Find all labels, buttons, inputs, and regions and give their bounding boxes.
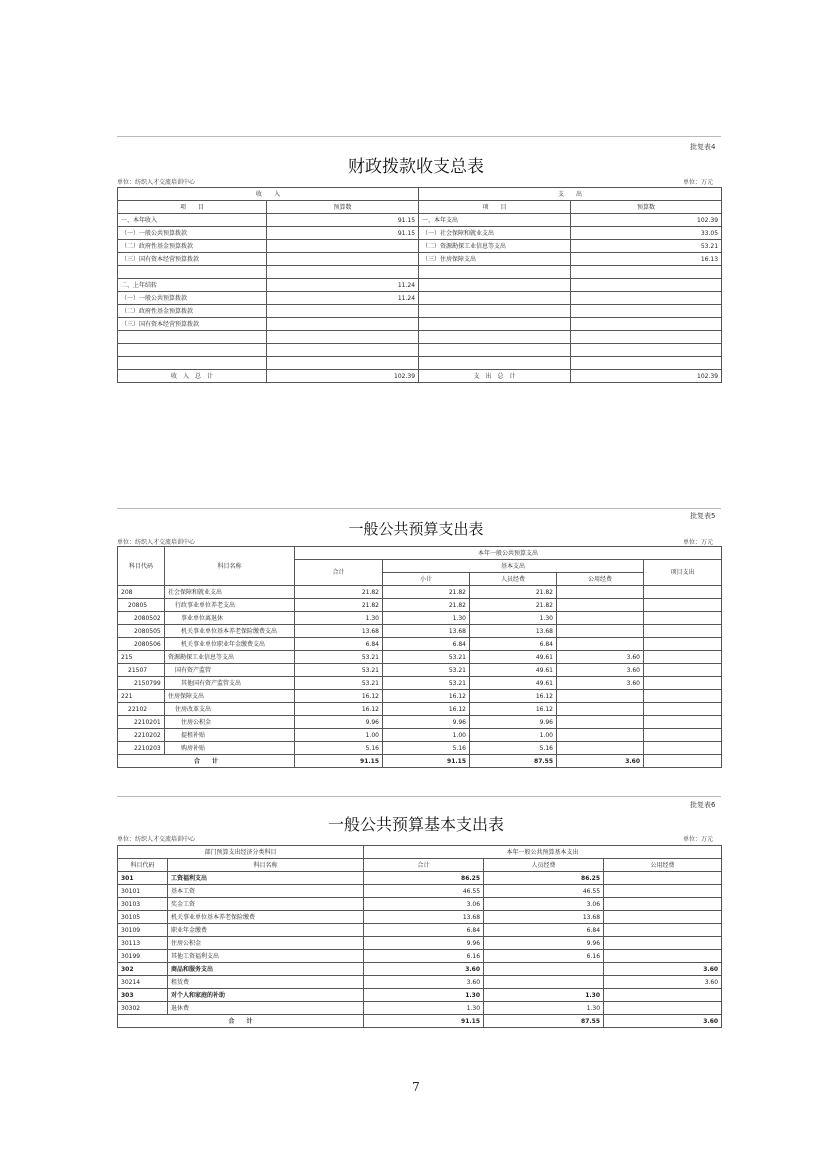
t1-expense-value: 53.21	[571, 240, 722, 253]
t2-name: 住房保障支出	[165, 690, 295, 703]
t3-unit-left: 单位：纺织人才交流培训中心	[117, 836, 196, 843]
t2-value: 1.00	[295, 729, 383, 742]
t2-name: 机关事业单位基本养老保险缴费支出	[165, 625, 295, 638]
page-number: 7	[412, 1080, 420, 1094]
t1-income-value: 91.15	[267, 227, 419, 240]
t2-value: 16.12	[383, 690, 470, 703]
t1-title: 财政拨款收支总表	[348, 157, 484, 177]
t1-total-in-label: 收 入 总 计	[118, 370, 267, 383]
t3-total-cell: 91.15	[364, 1015, 484, 1028]
t2-value	[557, 638, 644, 651]
t2-name: 提租补贴	[165, 729, 295, 742]
t1-income-item	[118, 266, 267, 279]
t2-value	[644, 677, 722, 690]
t3-value: 9.96	[484, 937, 604, 950]
t2-code: 21507	[118, 664, 165, 677]
t2-value	[557, 612, 644, 625]
table-row	[118, 227, 722, 240]
table-row	[118, 885, 722, 898]
t2-value: 16.12	[295, 703, 383, 716]
t3-name: 机关事业单位基本养老保险缴费	[168, 911, 364, 924]
table-row	[118, 638, 722, 651]
table-row	[118, 664, 722, 677]
t3-value: 3.06	[484, 898, 604, 911]
table-row	[118, 742, 722, 755]
t3-h-total: 合计	[364, 859, 484, 872]
t2-value: 13.68	[383, 625, 470, 638]
t3-value: 6.16	[484, 950, 604, 963]
t3-value: 1.30	[364, 1002, 484, 1015]
t2-total-cell: 91.15	[295, 755, 383, 768]
t3-value: 3.60	[364, 963, 484, 976]
t3-value: 3.60	[364, 976, 484, 989]
table-row	[118, 240, 722, 253]
t3-value: 86.25	[484, 872, 604, 885]
t3-value: 46.55	[484, 885, 604, 898]
t3-name: 奖金工资	[168, 898, 364, 911]
t3-value	[604, 885, 722, 898]
t1-expense-value	[571, 344, 722, 357]
t1-income-item: （二）政府性基金预算拨款	[118, 240, 267, 253]
t3-value: 3.60	[604, 963, 722, 976]
t1-total-out-label: 支 出 总 计	[419, 370, 571, 383]
t1-income-item: 二、上年结转	[118, 279, 267, 292]
t2-value: 16.12	[295, 690, 383, 703]
t1-income-item: （一）一般公共预算拨款	[118, 292, 267, 305]
t2-total-cell: 3.60	[557, 755, 644, 768]
t3-value	[604, 898, 722, 911]
t2-table	[117, 546, 722, 768]
t2-value: 49.61	[470, 664, 557, 677]
t2-value	[557, 599, 644, 612]
t2-name: 资源勘探工业信息等支出	[165, 651, 295, 664]
t3-h-group-right: 本年一般公共预算基本支出	[364, 846, 722, 859]
t2-unit-left: 单位：纺织人才交流培训中心	[117, 539, 196, 546]
t1-expense-item: 一、本年支出	[419, 214, 571, 227]
t3-value	[604, 989, 722, 1002]
t2-h-public: 公用经费	[557, 573, 644, 586]
t3-title: 一般公共预算基本支出表	[327, 815, 504, 834]
table-row	[118, 292, 722, 305]
t1-income-item: 一、本年收入	[118, 214, 267, 227]
t2-value	[557, 742, 644, 755]
t1-head-expense: 支 出	[419, 188, 722, 201]
t3-value	[604, 950, 722, 963]
t2-tag: 批复表5	[690, 512, 716, 520]
t3-code: 302	[118, 963, 168, 976]
t2-code: 221	[118, 690, 165, 703]
t3-code: 30105	[118, 911, 168, 924]
t2-value: 16.12	[470, 690, 557, 703]
t3-value	[484, 963, 604, 976]
t3-name: 商品和服务支出	[168, 963, 364, 976]
table-row	[118, 677, 722, 690]
t3-value	[604, 924, 722, 937]
t2-value	[557, 729, 644, 742]
t3-code: 301	[118, 872, 168, 885]
t3-value: 6.84	[484, 924, 604, 937]
t1-expense-item	[419, 318, 571, 331]
t3-value: 1.30	[364, 989, 484, 1002]
t3-value: 1.30	[484, 989, 604, 1002]
t1-income-item: （三）国有资本经营预算拨款	[118, 253, 267, 266]
t3-code: 30199	[118, 950, 168, 963]
t3-value	[604, 872, 722, 885]
t1-income-value	[267, 253, 419, 266]
t3-value	[604, 911, 722, 924]
t2-value: 3.60	[557, 651, 644, 664]
t2-value: 49.61	[470, 677, 557, 690]
t1-income-value	[267, 344, 419, 357]
t1-income-item: （二）政府性基金预算拨款	[118, 305, 267, 318]
t1-income-item: （三）国有资本经营预算拨款	[118, 318, 267, 331]
t2-h-project: 项目支出	[644, 560, 722, 586]
t2-value	[644, 664, 722, 677]
table-row	[118, 950, 722, 963]
t2-value: 1.30	[470, 612, 557, 625]
t3-h-code: 科目代码	[118, 859, 168, 872]
t2-value: 21.82	[470, 586, 557, 599]
t1-income-value	[267, 240, 419, 253]
t2-name: 国有资产监管	[165, 664, 295, 677]
t1-expense-item	[419, 331, 571, 344]
t3-value: 1.30	[484, 1002, 604, 1015]
t3-code: 30109	[118, 924, 168, 937]
t2-code: 208	[118, 586, 165, 599]
table-row	[118, 976, 722, 989]
t2-h-personnel: 人员经费	[470, 573, 557, 586]
t3-name: 住房公积金	[168, 937, 364, 950]
t2-code: 20805	[118, 599, 165, 612]
t1-table	[117, 187, 722, 383]
t1-income-value	[267, 318, 419, 331]
t2-value: 16.12	[470, 703, 557, 716]
t2-h-code: 科目代码	[118, 547, 165, 586]
table-row	[118, 253, 722, 266]
t1-col-item: 项 目	[419, 201, 571, 214]
t2-code: 2080502	[118, 612, 165, 625]
t2-value: 21.82	[295, 586, 383, 599]
t1-expense-item	[419, 305, 571, 318]
t2-value: 9.96	[383, 716, 470, 729]
t3-code: 303	[118, 989, 168, 1002]
t3-total-cell: 3.60	[604, 1015, 722, 1028]
t2-value: 53.21	[383, 651, 470, 664]
t3-name: 其他工资福利支出	[168, 950, 364, 963]
t2-total-cell	[644, 755, 722, 768]
t2-value	[644, 703, 722, 716]
t1-col-budget: 预算数	[267, 201, 419, 214]
t2-code: 2210202	[118, 729, 165, 742]
t2-value: 53.21	[383, 677, 470, 690]
t2-code: 215	[118, 651, 165, 664]
t2-value	[644, 729, 722, 742]
t3-value: 86.25	[364, 872, 484, 885]
t3-code: 30113	[118, 937, 168, 950]
t3-value: 3.06	[364, 898, 484, 911]
table-row	[118, 266, 722, 279]
t1-total-out: 102.39	[571, 370, 722, 383]
t1-expense-value: 102.39	[571, 214, 722, 227]
t2-value: 53.21	[383, 664, 470, 677]
t2-value	[557, 625, 644, 638]
t2-name: 住房公积金	[165, 716, 295, 729]
t2-value: 5.16	[383, 742, 470, 755]
table-row	[118, 344, 722, 357]
t1-expense-item	[419, 357, 571, 370]
t2-title: 一般公共预算支出表	[348, 520, 484, 538]
t1-expense-value	[571, 292, 722, 305]
t1-income-value	[267, 266, 419, 279]
table-row	[118, 599, 722, 612]
t3-total-cell: 87.55	[484, 1015, 604, 1028]
t2-value: 9.96	[470, 716, 557, 729]
t2-value: 53.21	[295, 664, 383, 677]
t1-expense-value	[571, 279, 722, 292]
t2-code: 2210201	[118, 716, 165, 729]
t1-income-value	[267, 357, 419, 370]
table-row	[118, 318, 722, 331]
t1-income-item	[118, 331, 267, 344]
t1-expense-item	[419, 344, 571, 357]
t2-name: 机关事业单位职业年金缴费支出	[165, 638, 295, 651]
t3-value	[604, 937, 722, 950]
table-row	[118, 625, 722, 638]
table-row	[118, 989, 722, 1002]
t2-value: 21.82	[383, 586, 470, 599]
t3-name: 基本工资	[168, 885, 364, 898]
t2-value: 9.96	[295, 716, 383, 729]
t1-expense-item	[419, 292, 571, 305]
table-row	[118, 963, 722, 976]
t1-unit-left: 单位：纺织人才交流培训中心	[117, 179, 196, 186]
t2-value: 53.21	[295, 677, 383, 690]
t2-value: 5.16	[470, 742, 557, 755]
t3-h-public: 公用经费	[604, 859, 722, 872]
t2-value: 21.82	[383, 599, 470, 612]
table-row	[118, 729, 722, 742]
t1-expense-value	[571, 266, 722, 279]
t2-value: 1.30	[295, 612, 383, 625]
table-row	[118, 612, 722, 625]
t1-expense-item	[419, 279, 571, 292]
t1-income-item	[118, 357, 267, 370]
table-row	[118, 214, 722, 227]
t1-head-income: 收 入	[118, 188, 419, 201]
t1-income-item	[118, 344, 267, 357]
t3-name: 租赁费	[168, 976, 364, 989]
t2-value: 1.00	[470, 729, 557, 742]
t1-expense-item: （一）社会保障和就业支出	[419, 227, 571, 240]
t2-value: 53.21	[295, 651, 383, 664]
t2-value	[644, 638, 722, 651]
t3-code: 30302	[118, 1002, 168, 1015]
t1-total-in: 102.39	[267, 370, 419, 383]
table-row	[118, 898, 722, 911]
t3-tag: 批复表6	[690, 801, 716, 809]
t3-value	[604, 1002, 722, 1015]
table-row	[118, 586, 722, 599]
t2-value	[557, 586, 644, 599]
t2-code: 2080505	[118, 625, 165, 638]
t2-value	[644, 625, 722, 638]
t2-code: 2210203	[118, 742, 165, 755]
t3-value: 6.84	[364, 924, 484, 937]
t3-value: 9.96	[364, 937, 484, 950]
table-row	[118, 872, 722, 885]
t1-expense-value: 16.13	[571, 253, 722, 266]
t2-value	[644, 651, 722, 664]
t3-code: 30101	[118, 885, 168, 898]
t3-value: 46.55	[364, 885, 484, 898]
t1-expense-item: （三）住房保障支出	[419, 253, 571, 266]
t1-expense-value	[571, 357, 722, 370]
t1-income-value: 11.24	[267, 279, 419, 292]
t3-value	[484, 976, 604, 989]
t3-h-group-left: 部门预算支出经济分类科目	[118, 846, 364, 859]
t2-total-cell: 91.15	[383, 755, 470, 768]
t2-name: 其他国有资产监管支出	[165, 677, 295, 690]
t2-name: 行政事业单位养老支出	[165, 599, 295, 612]
t1-expense-value	[571, 331, 722, 344]
t2-value	[557, 690, 644, 703]
t2-total-label: 合 计	[118, 755, 295, 768]
t1-income-value	[267, 305, 419, 318]
t3-name: 退休费	[168, 1002, 364, 1015]
table-row	[118, 651, 722, 664]
t2-value: 16.12	[383, 703, 470, 716]
t2-value: 3.60	[557, 677, 644, 690]
t2-value: 5.16	[295, 742, 383, 755]
t3-value: 13.68	[484, 911, 604, 924]
t3-unit-right: 单位：万元	[683, 836, 714, 843]
t2-h-name: 科目名称	[165, 547, 295, 586]
table-row	[118, 924, 722, 937]
t2-h-total: 合计	[295, 560, 383, 586]
table-row	[118, 305, 722, 318]
t2-code: 2150799	[118, 677, 165, 690]
t2-value: 6.84	[383, 638, 470, 651]
t2-h-basic: 基本支出	[383, 560, 644, 573]
t2-value	[644, 716, 722, 729]
t3-name: 职业年金缴费	[168, 924, 364, 937]
t3-total-label: 合 计	[118, 1015, 364, 1028]
t2-name: 事业单位离退休	[165, 612, 295, 625]
t2-value: 13.68	[295, 625, 383, 638]
table-row	[118, 911, 722, 924]
t3-h-name: 科目名称	[168, 859, 364, 872]
t2-value	[644, 599, 722, 612]
t3-code: 30103	[118, 898, 168, 911]
t1-expense-value	[571, 318, 722, 331]
table-row	[118, 937, 722, 950]
table-row	[118, 331, 722, 344]
t2-h-sub: 小计	[383, 573, 470, 586]
t3-name: 对个人和家庭的补助	[168, 989, 364, 1002]
t2-value	[557, 703, 644, 716]
t2-value	[644, 690, 722, 703]
t2-unit-right: 单位：万元	[683, 539, 714, 546]
t1-expense-item: （二）资源勘探工业信息等支出	[419, 240, 571, 253]
t1-income-item: （一）一般公共预算拨款	[118, 227, 267, 240]
t1-expense-item	[419, 266, 571, 279]
t3-name: 工资福利支出	[168, 872, 364, 885]
t1-income-value: 91.15	[267, 214, 419, 227]
t2-code: 2080506	[118, 638, 165, 651]
t2-value: 21.82	[470, 599, 557, 612]
t2-value: 6.84	[295, 638, 383, 651]
t3-value: 3.60	[604, 976, 722, 989]
t2-value: 1.00	[383, 729, 470, 742]
table-row	[118, 279, 722, 292]
t1-income-value: 11.24	[267, 292, 419, 305]
t2-value	[644, 742, 722, 755]
t2-value: 49.61	[470, 651, 557, 664]
t1-col-budget: 预算数	[571, 201, 722, 214]
t3-code: 30214	[118, 976, 168, 989]
t2-code: 22102	[118, 703, 165, 716]
table-row	[118, 703, 722, 716]
t3-value: 6.16	[364, 950, 484, 963]
t3-table	[117, 845, 722, 1028]
t2-value: 1.30	[383, 612, 470, 625]
t2-name: 购房补贴	[165, 742, 295, 755]
table-row	[118, 690, 722, 703]
t1-expense-value: 33.05	[571, 227, 722, 240]
t2-value: 21.82	[295, 599, 383, 612]
t1-tag: 批复表4	[690, 143, 716, 151]
t2-value: 13.68	[470, 625, 557, 638]
table-row	[118, 716, 722, 729]
t2-value	[644, 612, 722, 625]
t2-value: 6.84	[470, 638, 557, 651]
t1-unit-right: 单位：万元	[683, 179, 714, 186]
t2-name: 社会保障和就业支出	[165, 586, 295, 599]
t1-expense-value	[571, 305, 722, 318]
t2-value	[557, 716, 644, 729]
t2-total-cell: 87.55	[470, 755, 557, 768]
table-row	[118, 357, 722, 370]
t2-h-group: 本年一般公共预算支出	[295, 547, 722, 560]
t1-income-value	[267, 331, 419, 344]
t2-value	[644, 586, 722, 599]
table-row	[118, 1002, 722, 1015]
t2-value: 3.60	[557, 664, 644, 677]
t1-col-item: 项 目	[118, 201, 267, 214]
t3-value: 13.68	[364, 911, 484, 924]
t3-h-personnel: 人员经费	[484, 859, 604, 872]
t2-name: 住房改革支出	[165, 703, 295, 716]
